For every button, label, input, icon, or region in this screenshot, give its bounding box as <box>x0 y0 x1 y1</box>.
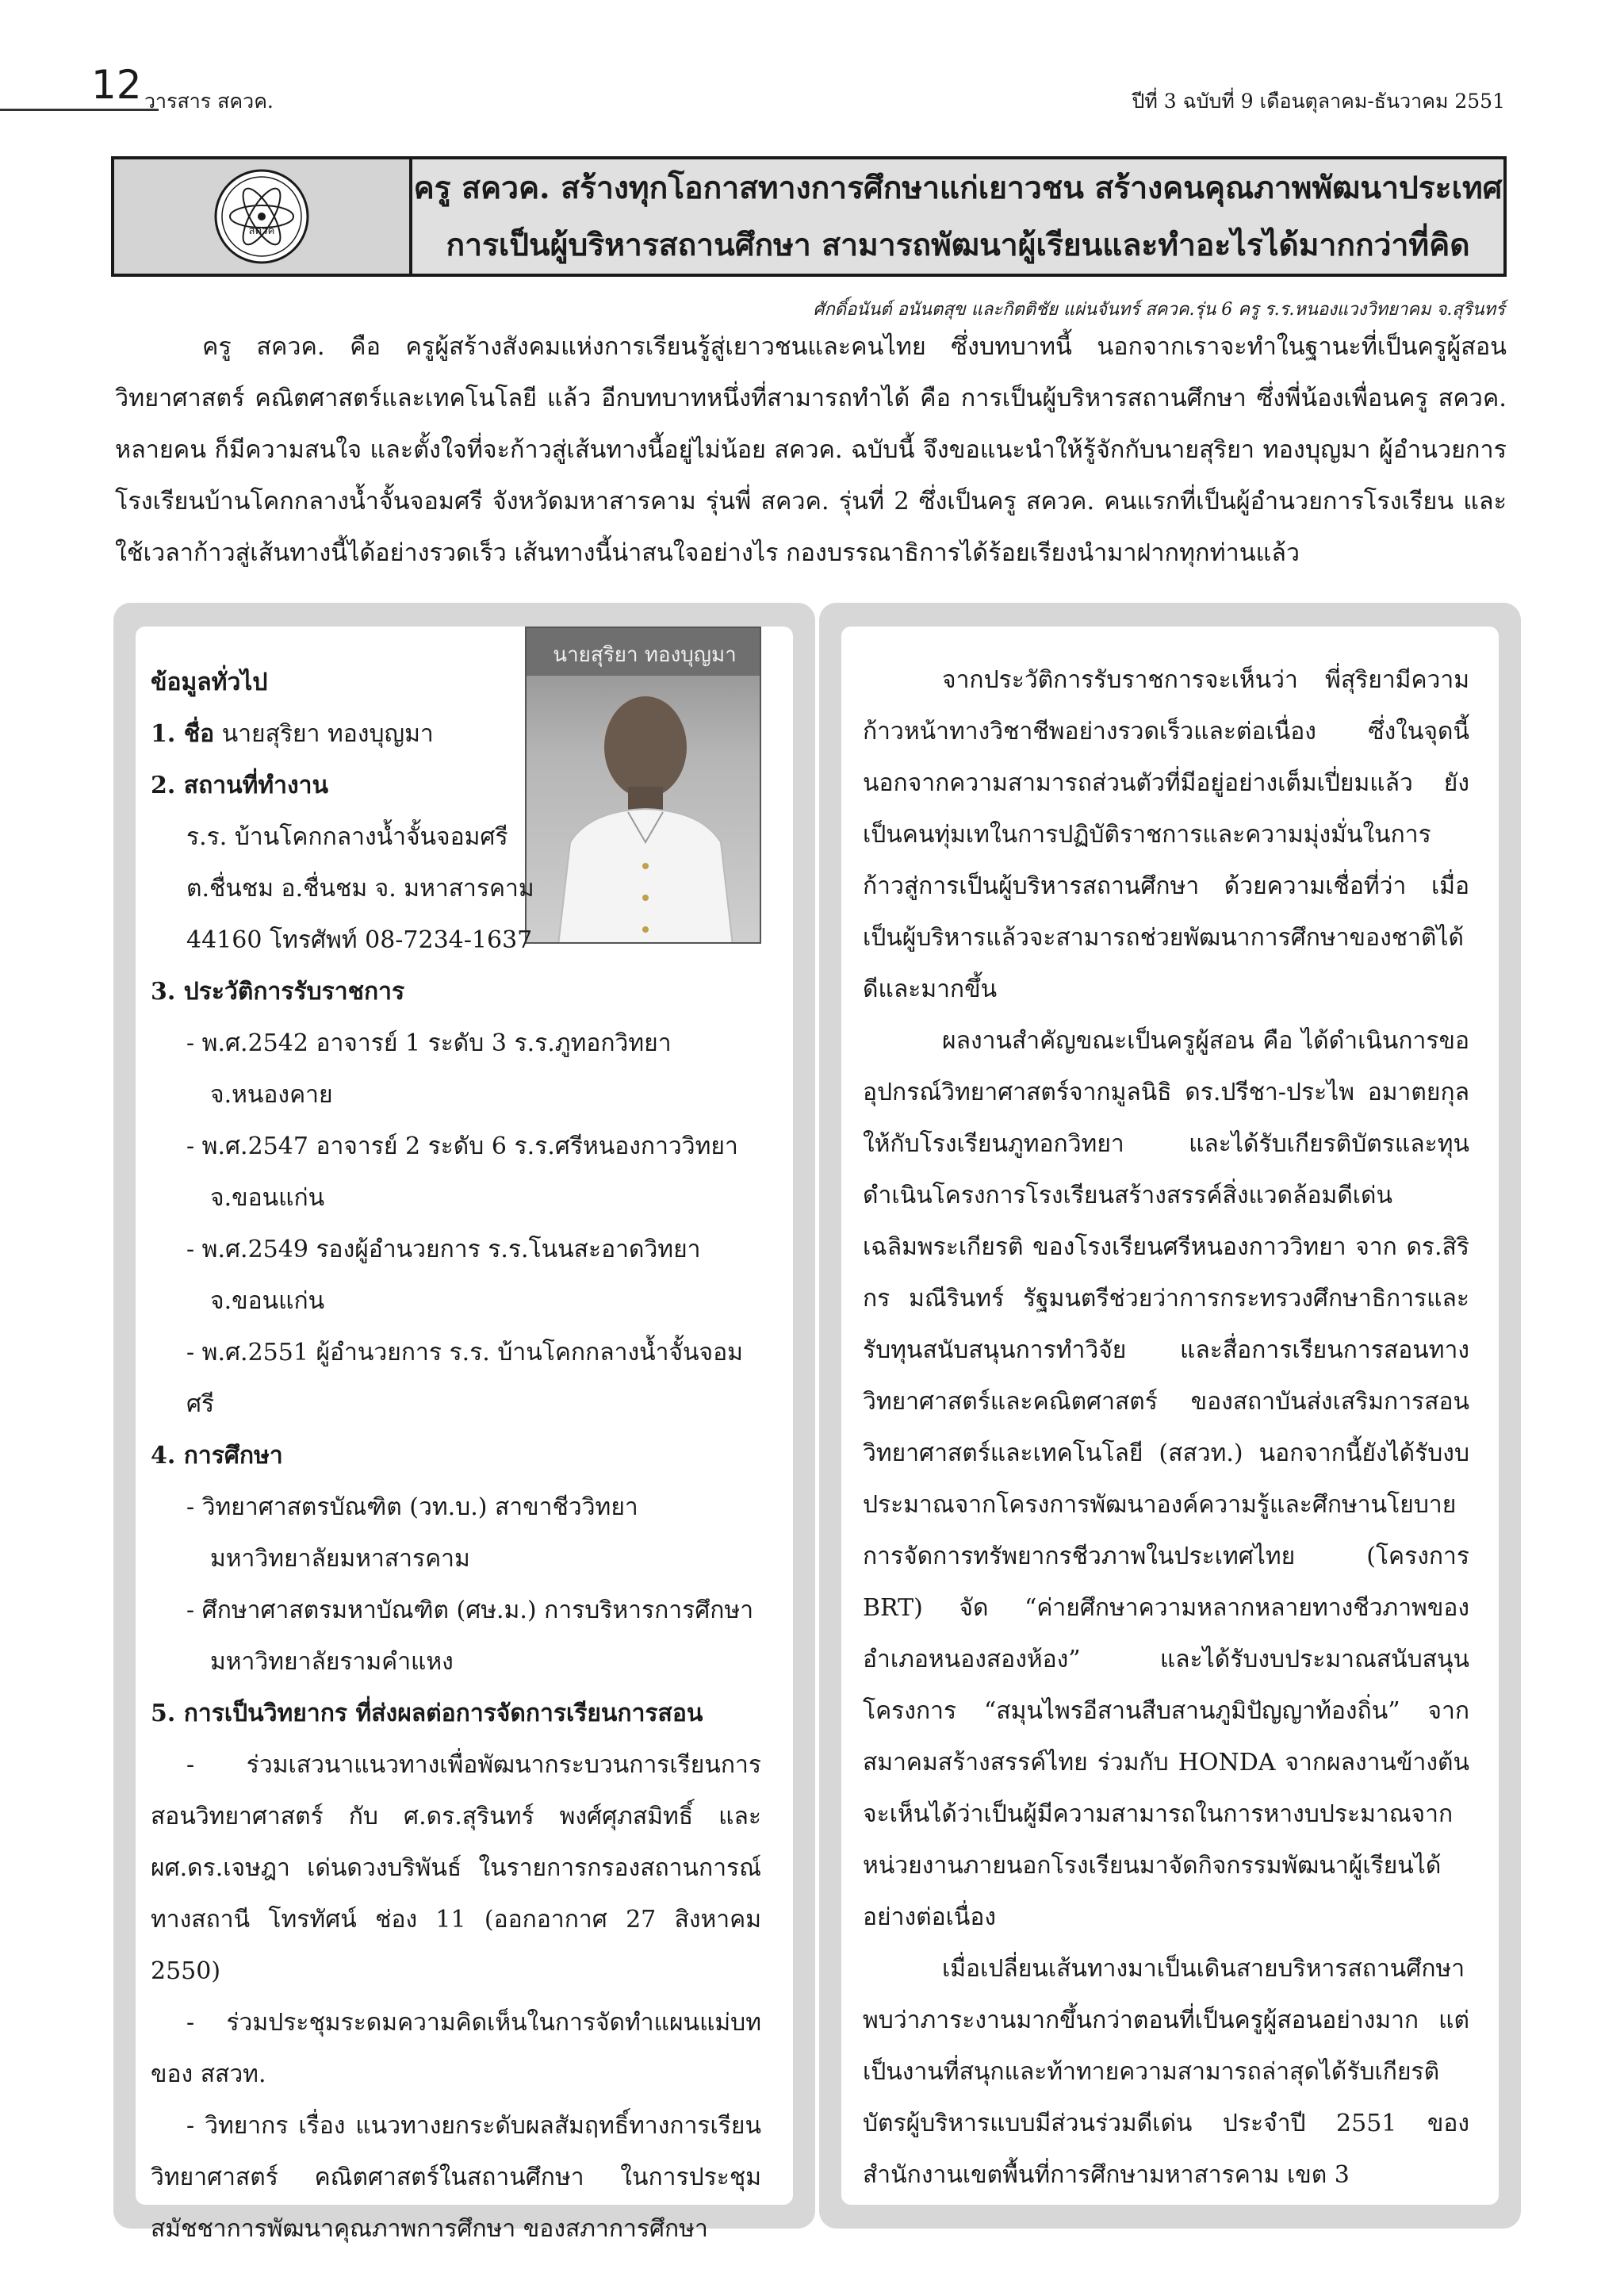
narrative-paragraph: จากประวัติการรับราชการจะเห็นว่า พี่สุริยามีความก้าวหน้าทางวิชาชีพอย่างรวดเร็วและต่อเนื่อง ซึ่งในจุดนี้ นอกจากความสามารถส่วนตัวที่มีอยู่อย่างเต็มเปี่ยมแล้ว ยังเป็นคนทุ่มเทในการปฏิบัติราชการและความมุ่งมั่นในการก้าวสู่การเป็นผู้บริหารสถานศึกษา ด้วยความเชื่อที่ว่า เมื่อเป็นผู้บริหารแล้วจะสามารถช่วยพัฒนาการศึกษาของชาติได้ดีและมากขึ้น <box>863 666 1469 1003</box>
career-item: - พ.ศ.2542 อาจารย์ 1 ระดับ 3 ร.ร.ภูทอกวิทยา <box>186 1029 672 1057</box>
career-item: จ.หนองคาย <box>210 1081 333 1109</box>
speaker-item: - ร่วมประชุมระดมความคิดเห็นในการจัดทำแผนแม่บทของ สสวท. <box>151 2009 761 2088</box>
intro-text: ครู สควค. คือ ครูผู้สร้างสังคมแห่งการเรียนรู้สู่เยาวชนและคนไทย ซึ่งบทบาทนี้ นอกจากเราจะทำในฐานะที่เป็นครูผู้สอนวิทยาศาสตร์ คณิตศาสตร์และเทคโนโลยี แล้ว อีกบทบาทหนึ่งที่สามารถทำได้ คือ การเป็นผู้บริหารสถานศึกษา ซึ่งพี่น้องเพื่อนครู สควค. หลายคน ก็มีความสนใจ และตั้งใจที่จะก้าวสู่เส้นทางนี้อยู่ไม่น้อย สควค. ฉบับนี้ จึงขอแนะนำให้รู้จักกับนายสุริยา ทองบุญมา ผู้อำนวยการโรงเรียนบ้านโคกกลางน้ำจั้นจอมศรี จังหวัดมหาสารคาม รุ่นพี่ สควค. รุ่นที่ 2 ซึ่งเป็นครู สควค. คนแรกที่เป็นผู้อำนวยการโรงเรียน และใช้เวลาก้าวสู่เส้นทางนี้ได้อย่างรวดเร็ว เส้นทางนี้น่าสนใจอย่างไร กองบรรณาธิการได้ร้อยเรียงนำมาฝากทุกท่านแล้ว <box>115 333 1507 567</box>
workplace-label: 2. สถานที่ทำงาน <box>151 772 328 799</box>
speaker-label: 5. การเป็นวิทยากร ที่ส่งผลต่อการจัดการเรียนการสอน <box>151 1700 703 1727</box>
title-line-1: ครู สควค. สร้างทุกโอกาสทางการศึกษาแก่เยาวชน สร้างคนคุณภาพพัฒนาประเทศ <box>412 159 1503 219</box>
byline: ศักดิ์อนันต์ อนันตสุข และกิตติชัย แผ่นจันทร์ สควค.รุ่น 6 ครู ร.ร.หนองแวงวิทยาคม จ.สุรินทร์ <box>813 300 1505 320</box>
career-narrative <box>863 654 1469 2201</box>
education-item: - วิทยาศาสตรบัณฑิต (วท.บ.) สาขาชีววิทยา <box>186 1493 638 1521</box>
journal-name: วารสาร สควค. <box>144 90 274 113</box>
narrative-paragraph: ผลงานสำคัญขณะเป็นครูผู้สอน คือ ได้ดำเนินการขออุปกรณ์วิทยาศาสตร์จากมูลนิธิ ดร.ปรีชา-ประไพ อมาตยกุล ให้กับโรงเรียนภูทอกวิทยา และได้รับเกียรติบัตรและทุนดำเนินโครงการโรงเรียนสร้างสรรค์สิ่งแวดล้อมดีเด่นเฉลิมพระเกียรติ ของโรงเรียนศรีหนองกาววิทยา จาก ดร.สิริกร มณีรินทร์ รัฐมนตรีช่วยว่าการกระทรวงศึกษาธิการและรับทุนสนับสนุนการทำวิจัย และสื่อการเรียนการสอนทางวิทยาศาสตร์และคณิตศาสตร์ ของสถาบันส่งเสริมการสอนวิทยาศาสตร์และเทคโนโลยี (สสวท.) นอกจากนี้ยังได้รับงบประมาณจากโครงการพัฒนาองค์ความรู้และศึกษานโยบายการจัดการทรัพยากรชีวภาพในประเทศไทย (โครงการ BRT) จัด “ค่ายศึกษาความหลากหลายทางชีวภาพของอำเภอหนองสองห้อง” และได้รับงบประมาณสนับสนุนโครงการ “สมุนไพรอีสานสืบสานภูมิปัญญาท้องถิ่น” จาก สมาคมสร้างสรรค์ไทย ร่วมกับ HONDA จากผลงานข้างต้นจะเห็นได้ว่าเป็นผู้มีความสามารถในการหางบประมาณจากหน่วยงานภายนอกโรงเรียนมาจัดกิจกรรมพัฒนาผู้เรียนได้อย่างต่อเนื่อง <box>863 1027 1469 1931</box>
career-label: 3. ประวัติการรับราชการ <box>151 978 405 1006</box>
career-item: จ.ขอนแก่น <box>210 1287 325 1315</box>
name-value: นายสุริยา ทองบุญมา <box>221 720 434 748</box>
logo-cell <box>114 159 412 274</box>
logo-text: สควค <box>248 225 275 237</box>
name-label: 1. ชื่อ <box>151 720 215 748</box>
narrative-paragraph: เมื่อเปลี่ยนเส้นทางมาเป็นเดินสายบริหารสถานศึกษา พบว่าภาระงานมากขึ้นกว่าตอนที่เป็นครูผู้สอนอย่างมาก แต่เป็นงานที่สนุกและท้าทายความสามารถล่าสุดได้รับเกียรติบัตรผู้บริหารแบบมีส่วนร่วมดีเด่น ประจำปี 2551 ของสำนักงานเขตพื้นที่การศึกษามหาสารคาม เขต 3 <box>863 1955 1469 2189</box>
education-item: มหาวิทยาลัยมหาสารคาม <box>210 1545 470 1573</box>
page-number: 12 <box>91 62 142 108</box>
education-label: 4. การศึกษา <box>151 1442 283 1470</box>
info-name <box>151 708 761 760</box>
workplace-line: 44160 โทรศัพท์ 08-7234-1637 <box>186 926 533 954</box>
general-info <box>151 657 761 2255</box>
career-item: จ.ขอนแก่น <box>210 1184 325 1212</box>
issue-info: ปีที่ 3 ฉบับที่ 9 เดือนตุลาคม-ธันวาคม 2551 <box>1132 90 1505 113</box>
intro-paragraph <box>115 321 1507 579</box>
workplace-line: ต.ชื่นชม อ.ชื่นชม จ. มหาสารคาม <box>186 875 534 903</box>
education-item: - ศึกษาศาสตรมหาบัณฑิต (ศษ.ม.) การบริหารการศึกษา <box>186 1596 754 1624</box>
career-item: - พ.ศ.2547 อาจารย์ 2 ระดับ 6 ร.ร.ศรีหนองกาววิทยา <box>186 1133 738 1160</box>
education-item: มหาวิทยาลัยรามคำแหง <box>210 1648 454 1676</box>
career-item: - พ.ศ.2551 ผู้อำนวยการ ร.ร. บ้านโคกกลางน้ำจั้นจอมศรี <box>186 1339 743 1418</box>
title-box <box>111 156 1507 277</box>
organization-logo-icon <box>114 159 409 274</box>
speaker-item: - วิทยากร เรื่อง แนวทางยกระดับผลสัมฤทธิ์ทางการเรียนวิทยาศาสตร์ คณิตศาสตร์ในสถานศึกษา ในการประชุมสมัชชาการพัฒนาคุณภาพการศึกษา ของสภาการศึกษา <box>151 2112 761 2243</box>
speaker-item: - ร่วมเสวนาแนวทางเพื่อพัฒนากระบวนการเรียนการสอนวิทยาศาสตร์ กับ ศ.ดร.สุรินทร์ พงศ์ศุภสมิทธิ์ และ ผศ.ดร.เจษฎา เด่นดวงบริพันธ์ ในรายการกรองสถานการณ์ ทางสถานี โทรทัศน์ ช่อง 11 (ออกอากาศ 27 สิงหาคม 2550) <box>151 1751 761 1985</box>
photo-caption: นายสุริยา ทองบุญมา <box>553 643 737 667</box>
section-heading: ข้อมูลทั่วไป <box>151 669 268 696</box>
workplace-line: ร.ร. บ้านโคกกลางน้ำจั้นจอมศรี <box>186 823 508 851</box>
title-line-2: การเป็นผู้บริหารสถานศึกษา สามารถพัฒนาผู้เรียนและทำอะไรได้มากกว่าที่คิด <box>412 217 1503 274</box>
career-item: - พ.ศ.2549 รองผู้อำนวยการ ร.ร.โนนสะอาดวิทยา <box>186 1236 701 1263</box>
header-rule <box>0 109 159 111</box>
